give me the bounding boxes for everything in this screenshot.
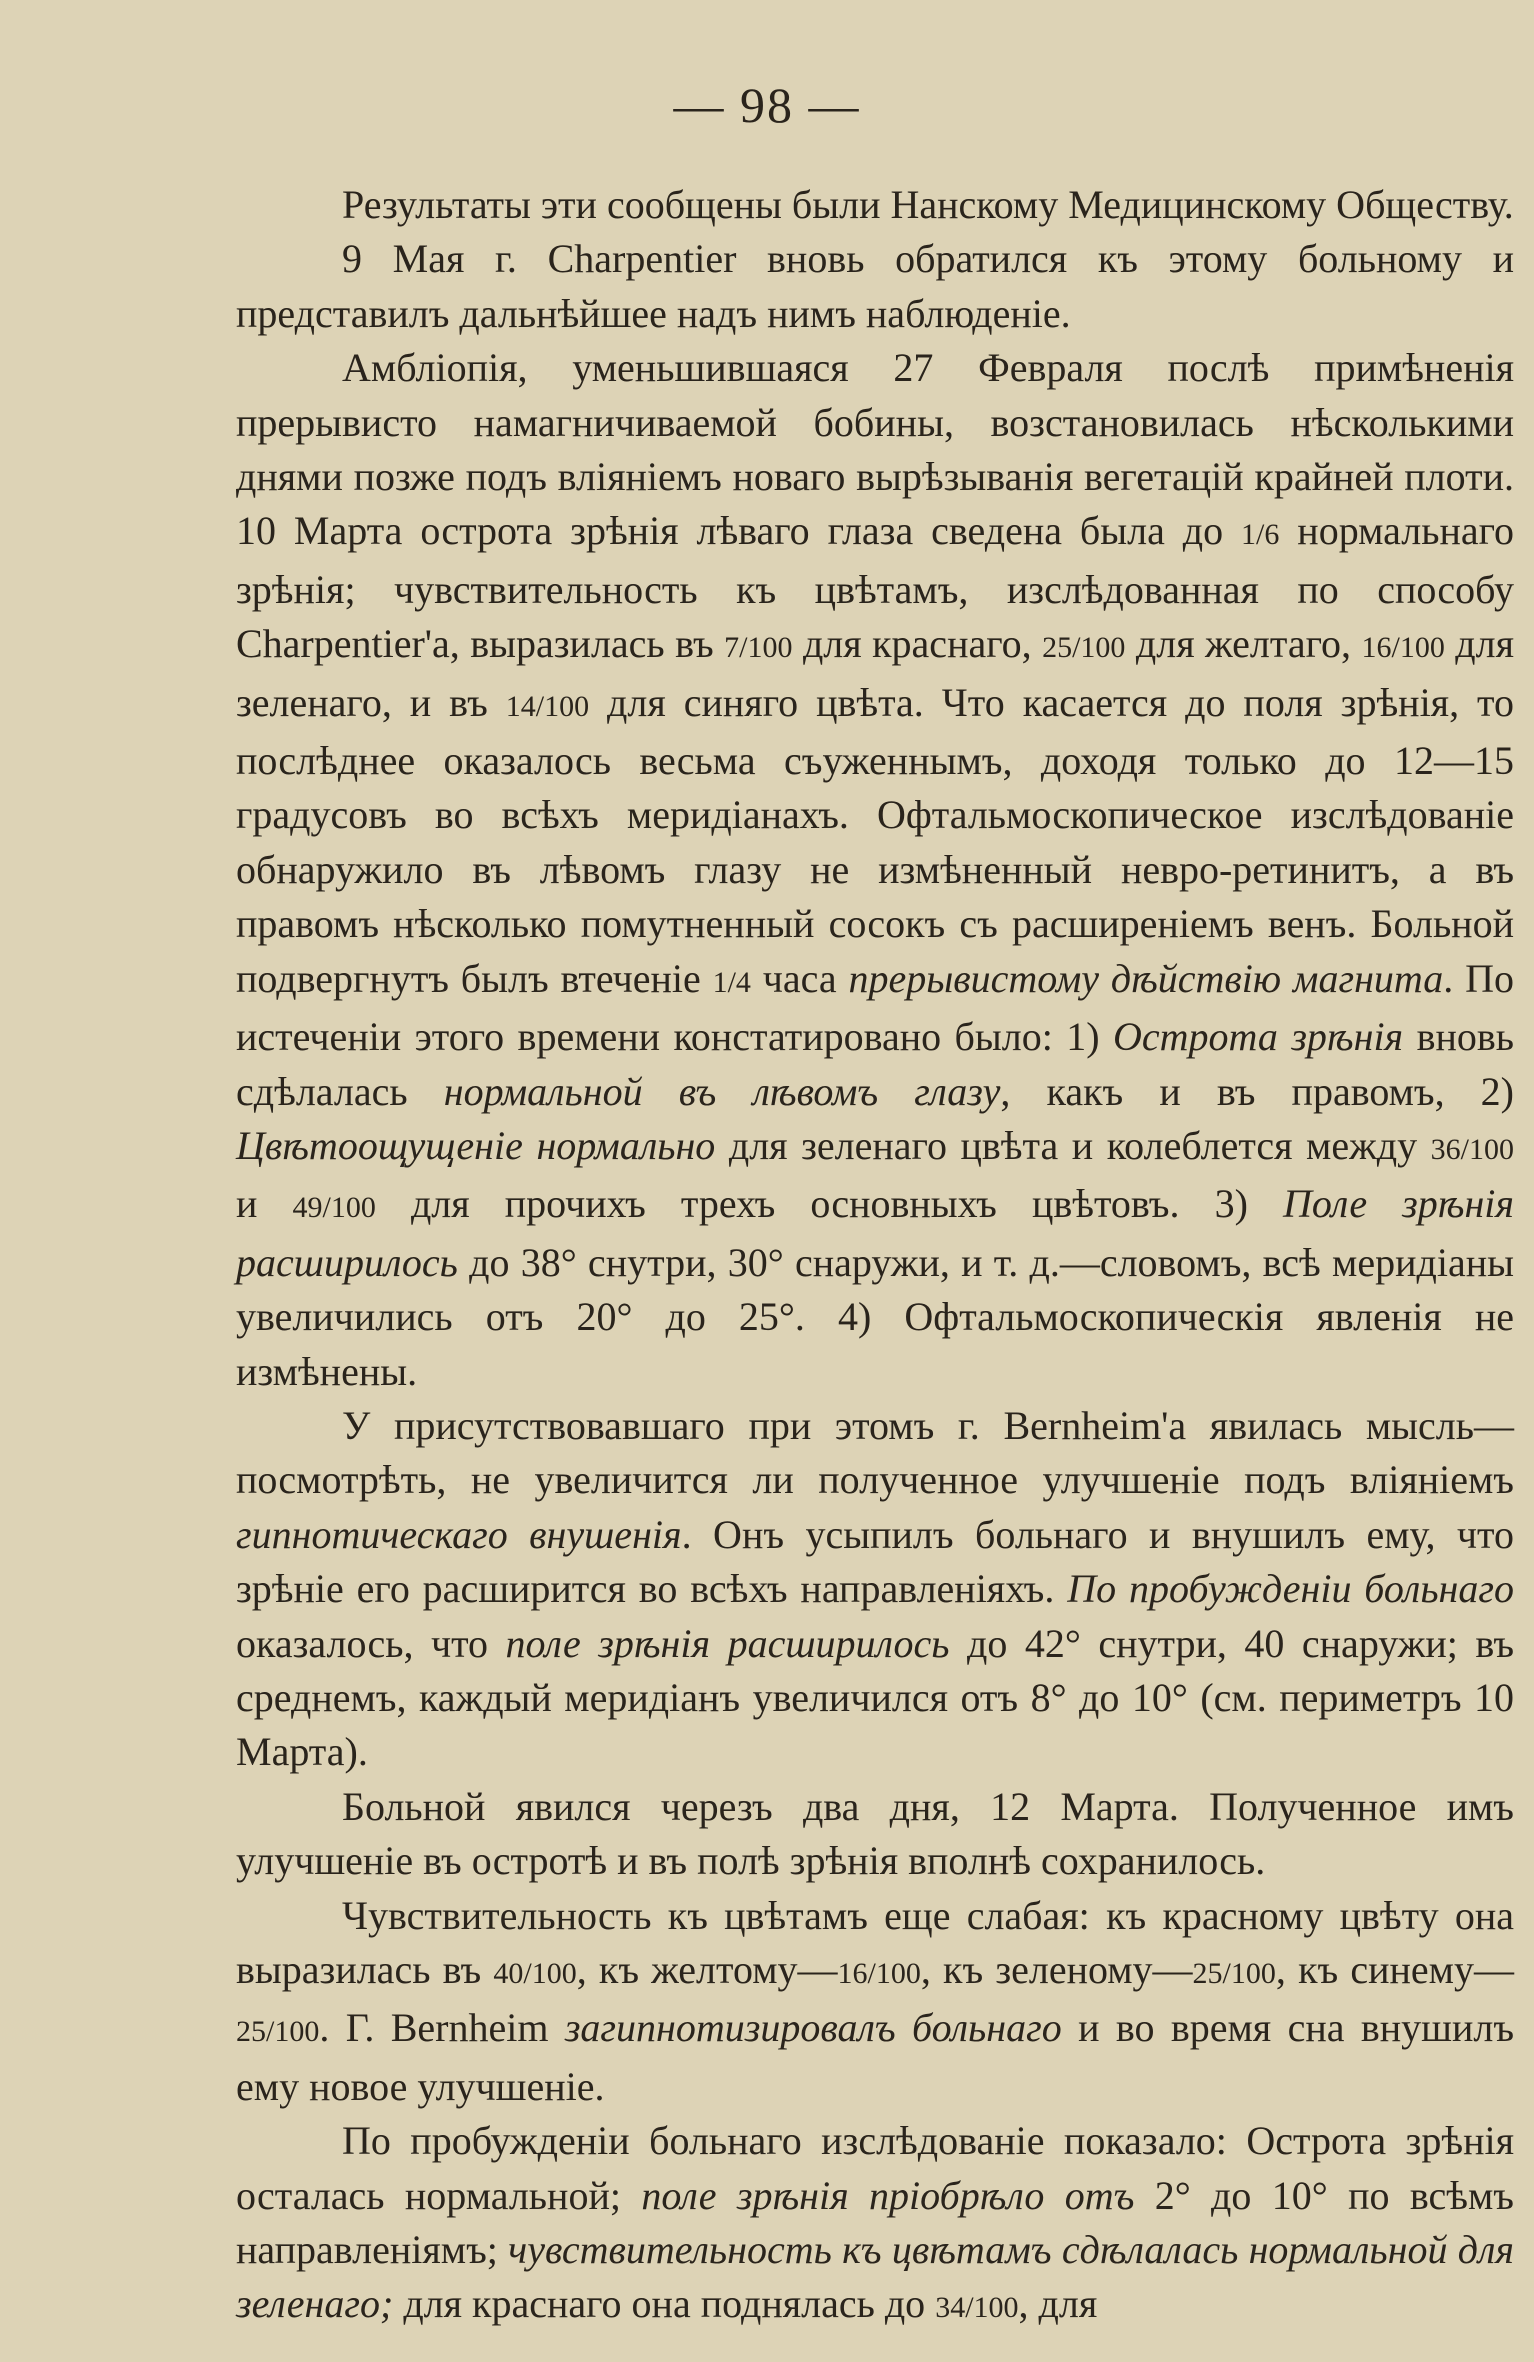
fraction: 36/100 <box>1430 1132 1514 1166</box>
emphasis: загипнотизировалъ больнаго <box>564 2005 1062 2051</box>
text-run: для синяго цвѣта. Что касается до поля зрѣнія, то послѣднее оказалось весьма съуженнымъ, доходя только до 12—15 градусовъ во всѣхъ меридіанахъ. Офтальмоскопическое изслѣдованіе обнаружило въ лѣвомъ глазу не измѣненный невро-ретинитъ, а въ правомъ нѣсколько помутненный сосокъ съ расширеніемъ венъ. Больной подвергнутъ былъ втеченіе <box>236 679 1514 1001</box>
emphasis: чувствительность къ цвѣтамъ сдѣлалась нормальной для зеленаго; <box>236 2227 1514 2327</box>
paragraph-4 <box>236 1399 1514 1780</box>
text-run: для краснаго она поднялась до <box>393 2281 936 2327</box>
text-run: Чувствительность къ цвѣтамъ еще слабая: къ красному цвѣту она выразилась въ <box>236 1892 1514 1992</box>
text-run: для прочихъ трехъ основныхъ цвѣтовъ. 3) <box>375 1181 1283 1227</box>
emphasis: поле зрѣнія пріобрѣло отъ <box>641 2172 1135 2218</box>
page-number: — 98 — <box>673 77 861 133</box>
text-run: , какъ и въ правомъ, 2) <box>1000 1068 1515 1114</box>
text-run: оказалось, что <box>236 1620 506 1666</box>
emphasis: гипнотическаго внушенія <box>236 1511 682 1557</box>
text-run: для зеленаго цвѣта и колеблется между <box>715 1122 1431 1168</box>
fraction: 7/100 <box>724 631 793 665</box>
text-run: . Г. Bernheim <box>319 2005 565 2051</box>
text-run: до 38° снутри, 30° снаружи, и т. д.—словомъ, всѣ меридіаны увеличились отъ 20° до 25°. 4) Офтальмоскопическія явленія не измѣнены. <box>236 1239 1514 1394</box>
emphasis: Острота зрѣнія <box>1113 1014 1404 1060</box>
text-run: Амбліопія, уменьшившаяся 27 Февраля послѣ примѣненія прерывисто намагничиваемой бобины, возстановилась нѣсколькими днями позже подъ вліяніемъ новаго вырѣзыванія вегетацій крайней плоти. 10 Марта острота зрѣнія лѣваго глаза сведена была до <box>236 345 1514 554</box>
text-run: часа <box>750 955 849 1001</box>
fraction: 25/100 <box>1042 631 1126 665</box>
emphasis: поле зрѣнія расширилось <box>505 1620 950 1666</box>
text-run: для зеленаго, и въ <box>236 621 1514 725</box>
text-run: . Онъ усыпилъ больнаго и внушилъ ему, что зрѣніе его расширится во всѣхъ направленіяхъ. <box>236 1511 1515 1612</box>
text-run: 2° до 10° по всѣмъ направленіямъ; <box>236 2172 1514 2273</box>
fraction: 49/100 <box>292 1191 376 1225</box>
text-run: , для <box>1018 2281 1098 2327</box>
paragraph-7 <box>236 2114 1514 2336</box>
text-run: . По истеченіи этого времени констатировано было: 1) <box>236 955 1514 1060</box>
fraction: 16/100 <box>837 1957 921 1990</box>
text-run: и <box>236 1181 293 1227</box>
emphasis: Поле зрѣнія расширилось <box>236 1181 1515 1285</box>
paragraph-3 <box>236 341 1514 1399</box>
text-run: до 42° снутри, 40 снаружи; въ среднемъ, каждый меридіанъ увеличился отъ 8° до 10° (см. периметръ 10 Марта). <box>236 1620 1515 1775</box>
fraction: 16/100 <box>1361 631 1445 665</box>
fraction: 1/6 <box>1241 518 1280 552</box>
emphasis: По пробужденіи больнаго <box>1067 1566 1514 1612</box>
text-run: По пробужденіи больнаго изслѣдованіе показало: Острота зрѣнія осталась нормальной; <box>236 2118 1514 2218</box>
text-run: , къ синему— <box>1275 1947 1514 1992</box>
body-text <box>236 178 1514 2336</box>
emphasis: нормальной въ лѣвомъ глазу <box>443 1068 1001 1114</box>
text-run: , къ желтому— <box>576 1947 838 1992</box>
text-run: , къ зеленому— <box>920 1947 1193 1992</box>
text-run: вновь сдѣлалась <box>236 1014 1514 1114</box>
paragraph-5: Больной явился черезъ два дня, 12 Марта. Полученное имъ улучшеніе въ остротѣ и въ полѣ зрѣнія вполнѣ сохранилось. <box>236 1783 1514 1884</box>
paragraph-1: Результаты эти сообщены были Нанскому Медицинскому Обществу. <box>342 182 1514 227</box>
text-run: нормальнаго зрѣнія; чувствительность къ цвѣтамъ, изслѣдованная по способу Charpentier'а, выразилась въ <box>236 508 1515 667</box>
text-run: для желтаго, <box>1125 621 1362 667</box>
text-run: и во время сна внушилъ ему новое улучшеніе. <box>236 2005 1514 2109</box>
text-run: У присутствовавшаго при этомъ г. Bernheim'а явилась мысль—посмотрѣть, не увеличится ли полученное улучшеніе подъ вліяніемъ <box>236 1402 1514 1503</box>
fraction: 25/100 <box>236 2015 320 2049</box>
fraction: 40/100 <box>493 1957 577 1990</box>
paragraph-6 <box>236 1889 1514 2115</box>
fraction: 25/100 <box>1192 1957 1276 1990</box>
fraction: 14/100 <box>505 689 590 723</box>
fraction: 34/100 <box>935 2291 1019 2325</box>
text-run: для краснаго, <box>792 621 1043 667</box>
fraction: 1/4 <box>712 965 751 999</box>
emphasis: Цвѣтоощущеніе нормально <box>236 1122 716 1168</box>
emphasis: прерывистому дѣйствію магнита <box>848 955 1444 1001</box>
paragraph-2: 9 Мая г. Charpentier вновь обратился къ этому больному и представилъ дальнѣйшее надъ нимъ наблюденіе. <box>236 236 1514 336</box>
